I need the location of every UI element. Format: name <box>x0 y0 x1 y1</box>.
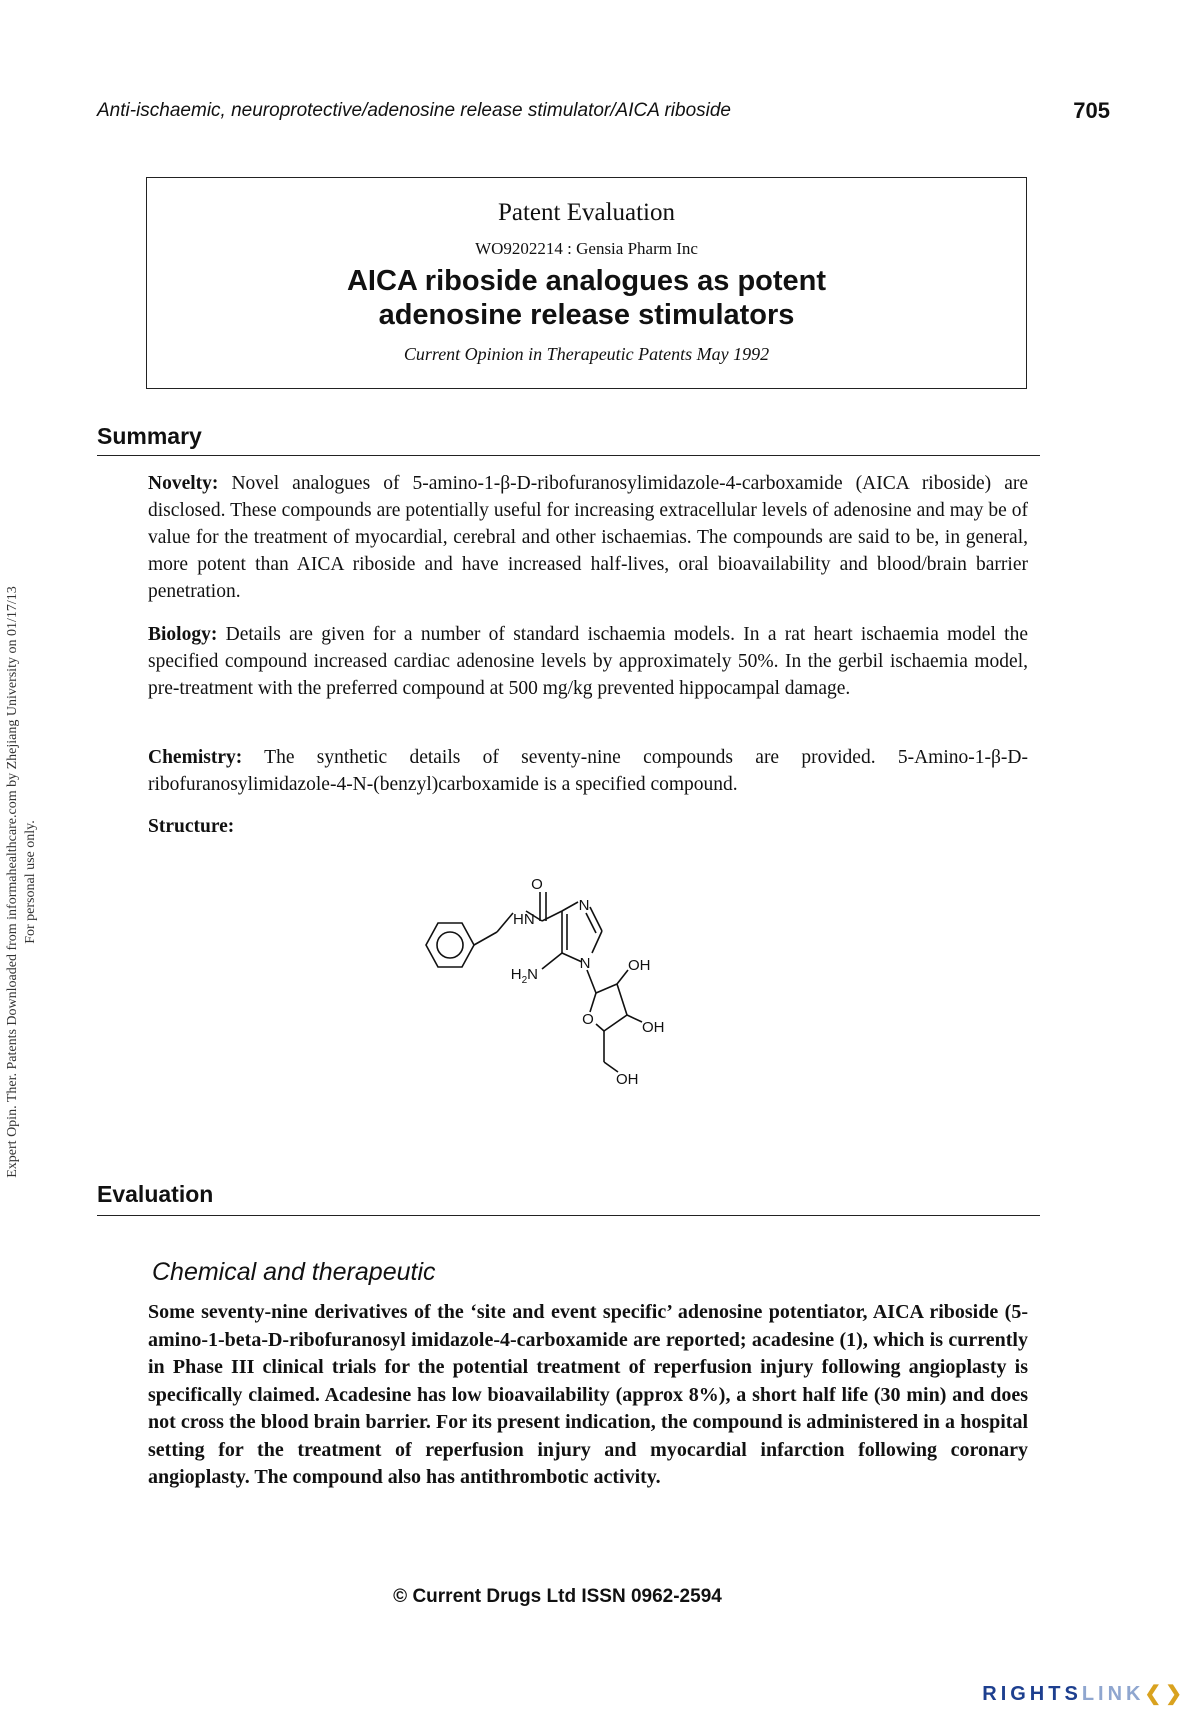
ribose-bond-c2-c3 <box>617 984 627 1015</box>
hydroxyl-2-label: OH <box>628 957 651 974</box>
chemistry-paragraph <box>148 744 1028 798</box>
imidazole-bond-n3-c2 <box>590 907 602 931</box>
rightslink-logo-part1: RIGHTS <box>982 1683 1082 1705</box>
ring-nitrogen-bottom-label: N <box>579 955 591 972</box>
amino-group-label <box>511 966 538 986</box>
chemical-structure-svg <box>420 875 730 1115</box>
chemistry-label: Chemistry: <box>148 747 243 768</box>
rightslink-logo-part3: ❮❯ <box>1144 1683 1186 1705</box>
novelty-paragraph <box>148 470 1028 605</box>
biology-label: Biology: <box>148 624 218 645</box>
bond-c2-oh <box>617 970 628 984</box>
chemistry-text: The synthetic details of seventy-nine compounds are provided. 5-Amino-1-β-D-ribofuranosylimidazole-4-N-(benzyl)carboxamide is a specified compound. <box>148 747 1028 795</box>
journal-citation: Current Opinion in Therapeutic Patents May 1992 <box>403 344 770 364</box>
patent-evaluation-box <box>146 177 1027 389</box>
structure-label: Structure: <box>148 816 235 837</box>
summary-heading-text: Summary <box>97 423 202 449</box>
page-number: 705 <box>1073 98 1110 123</box>
hydroxyl-5-label: OH <box>616 1071 639 1088</box>
rightslink-logo <box>982 1681 1186 1706</box>
ribose-bond-c1-c2 <box>596 984 617 993</box>
bond-c3-oh <box>627 1015 642 1022</box>
biology-text: Details are given for a number of standard ischaemia models. In a rat heart ischaemia model the specified compound increased cardiac adenosine levels by approximately 50%. In the gerbil ischaemia model, pre-treatment with the preferred compound at 500 mg/kg prevented hippocampal damage. <box>148 624 1028 699</box>
carbonyl-oxygen-label: O <box>531 876 543 893</box>
ribose-bond-o-c4 <box>596 1024 604 1031</box>
novelty-label: Novelty: <box>148 473 219 494</box>
running-title: Anti-ischaemic, neuroprotective/adenosine release stimulator/AICA riboside <box>97 100 731 121</box>
biology-paragraph <box>148 621 1028 702</box>
article-title <box>147 264 1026 332</box>
copyright-footer: © Current Drugs Ltd ISSN 0962-2594 <box>393 1586 722 1607</box>
chemical-structure-diagram <box>420 875 730 1115</box>
summary-section-heading <box>97 423 1040 456</box>
bond-ring-ch2 <box>474 932 497 945</box>
hn-label: HN <box>513 911 535 928</box>
imidazole-bond-c2-n1 <box>592 931 602 953</box>
hydroxyl-3-label: OH <box>642 1019 665 1036</box>
download-note-line1: Expert Opin. Ther. Patents Downloaded from informahealthcare.com by Zhejiang University on 01/17/13 <box>5 586 20 1178</box>
bond-ch2-nh <box>497 913 513 932</box>
download-watermark <box>4 532 40 1232</box>
bond-n1-c1prime <box>587 970 596 993</box>
rightslink-logo-part2: LINK <box>1081 1683 1145 1705</box>
article-title-line2: adenosine release stimulators <box>378 299 795 331</box>
ribose-bond-c1-o <box>590 993 596 1012</box>
ring-nitrogen-top-label: N <box>578 897 590 914</box>
evaluation-heading-text: Evaluation <box>97 1181 214 1207</box>
evaluation-section-heading <box>97 1181 1040 1216</box>
novelty-text: Novel analogues of 5-amino-1-β-D-ribofuranosylimidazole-4-carboxamide (AICA riboside) are disclosed. These compounds are potentially useful for increasing extracellular levels of adenosine and may be of value for the treatment of myocardial, cerebral and other ischaemias. The compounds are said to be, in general, more potent than AICA riboside and have increased half-lives, oral bioavailability and blood/brain barrier penetration. <box>148 473 1028 602</box>
bond-carbonyl-c5 <box>542 911 562 921</box>
box-label: Patent Evaluation <box>497 199 676 226</box>
ribose-bond-c3-c4 <box>604 1015 627 1031</box>
download-note-line2: For personal use only. <box>23 820 38 944</box>
bond-c5-nh2 <box>542 953 562 969</box>
amino-h: H <box>510 966 522 983</box>
evaluation-paragraph: Some seventy-nine derivatives of the ‘site and event specific’ adenosine potentiator, AICA riboside (5-amino-1-beta-D-ribofuranosyl imidazole-4-carboxamide are reported; acadesine (1), which is currently in Phase III clinical trials for the potential treatment of reperfusion injury following angioplasty is specifically claimed. Acadesine has low bioavailability (approx 8%), a short half life (30 min) and does not cross the blood brain barrier. For its present indication, the compound is administered in a hospital setting for the treatment of reperfusion injury and myocardial infarction following coronary angioplasty. The compound also has antithrombotic activity. <box>148 1301 1028 1488</box>
imidazole-bond-c4-n3 <box>562 902 578 911</box>
article-title-line1: AICA riboside analogues as potent <box>346 265 827 297</box>
benzene-aromatic-circle <box>437 932 463 958</box>
benzene-ring <box>426 923 474 967</box>
chemical-therapeutic-subheading: Chemical and therapeutic <box>152 1258 436 1286</box>
amino-subscript: 2 <box>521 975 528 986</box>
patent-reference: WO9202214 : Gensia Pharm Inc <box>475 239 698 258</box>
ribose-oxygen-label: O <box>582 1011 594 1028</box>
running-header <box>97 100 1110 130</box>
amino-n: N <box>527 966 538 983</box>
